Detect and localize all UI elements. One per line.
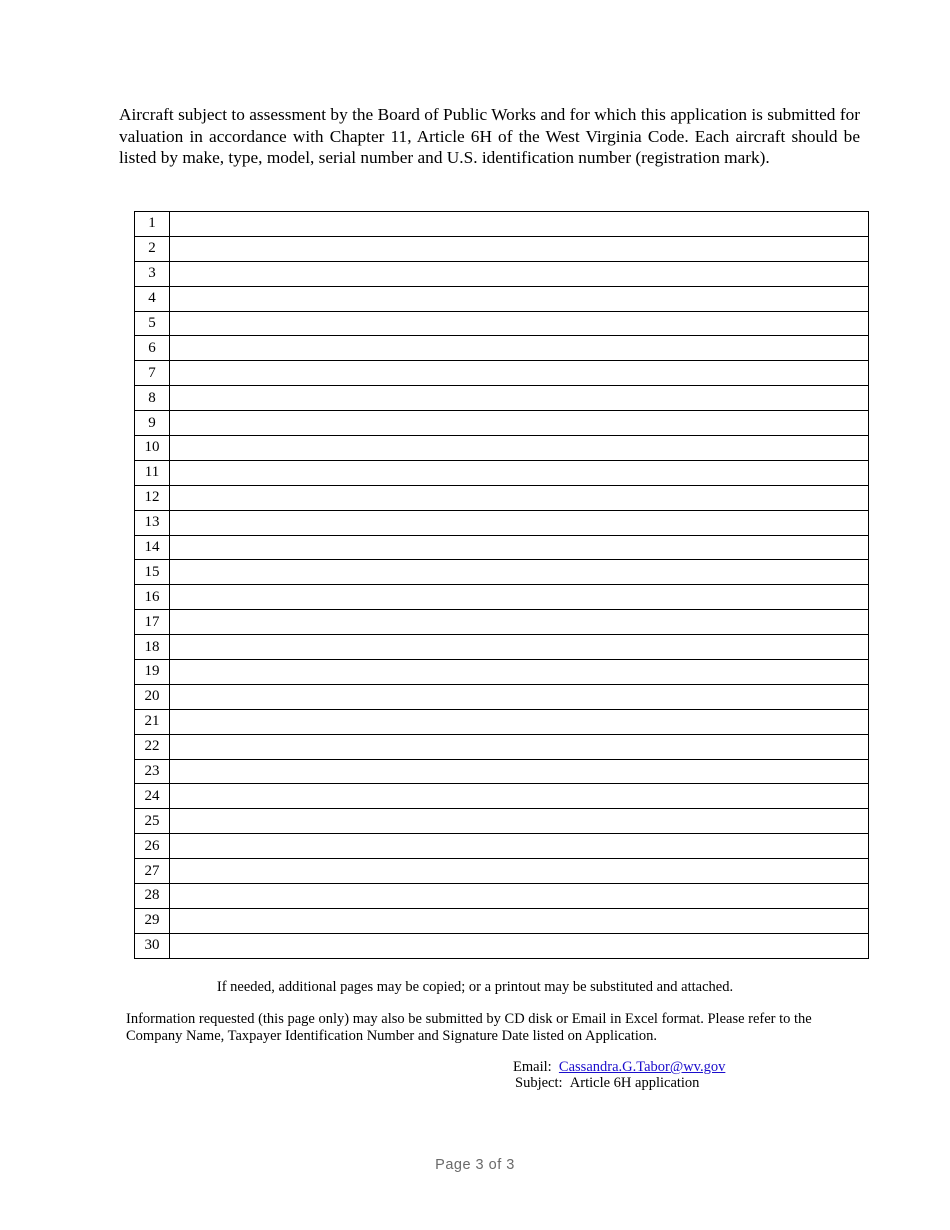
aircraft-row (135, 684, 869, 709)
row-number: 7 (135, 361, 170, 386)
aircraft-row (135, 311, 869, 336)
aircraft-row (135, 809, 869, 834)
row-number: 3 (135, 261, 170, 286)
aircraft-row (135, 212, 869, 237)
row-number: 13 (135, 510, 170, 535)
email-label: Email: (513, 1059, 552, 1075)
additional-pages-note: If needed, additional pages may be copied; or a printout may be substituted and attached. (216, 979, 734, 995)
row-number: 25 (135, 809, 170, 834)
row-number: 2 (135, 236, 170, 261)
aircraft-row (135, 660, 869, 685)
aircraft-entry-field[interactable] (170, 859, 869, 884)
aircraft-entry-field[interactable] (170, 734, 869, 759)
aircraft-entry-field[interactable] (170, 585, 869, 610)
row-number: 1 (135, 212, 170, 237)
row-number: 16 (135, 585, 170, 610)
aircraft-entry-field[interactable] (170, 610, 869, 635)
aircraft-entry-field[interactable] (170, 660, 869, 685)
row-number: 4 (135, 286, 170, 311)
aircraft-row (135, 386, 869, 411)
aircraft-row (135, 734, 869, 759)
aircraft-entry-field[interactable] (170, 560, 869, 585)
aircraft-row (135, 908, 869, 933)
aircraft-row (135, 236, 869, 261)
row-number: 28 (135, 884, 170, 909)
aircraft-row (135, 709, 869, 734)
aircraft-entry-field[interactable] (170, 336, 869, 361)
aircraft-row (135, 336, 869, 361)
row-number: 14 (135, 535, 170, 560)
row-number: 20 (135, 684, 170, 709)
aircraft-row (135, 933, 869, 958)
aircraft-entry-field[interactable] (170, 809, 869, 834)
row-number: 15 (135, 560, 170, 585)
aircraft-entry-field[interactable] (170, 535, 869, 560)
subject-line (515, 1075, 699, 1092)
aircraft-entry-field[interactable] (170, 709, 869, 734)
aircraft-row (135, 884, 869, 909)
row-number: 19 (135, 660, 170, 685)
row-number: 9 (135, 411, 170, 436)
aircraft-row (135, 361, 869, 386)
aircraft-entry-field[interactable] (170, 261, 869, 286)
row-number: 29 (135, 908, 170, 933)
aircraft-row (135, 635, 869, 660)
aircraft-entry-field[interactable] (170, 684, 869, 709)
submission-info: Information requested (this page only) may also be submitted by CD disk or Email in Excel format. Please refer to the Company Name, Taxpayer Identification Number and Signature Date listed on Application. (126, 1011, 812, 1044)
subject-value: Article 6H application (569, 1075, 700, 1091)
aircraft-row (135, 784, 869, 809)
intro-paragraph: Aircraft subject to assessment by the Board of Public Works and for which this application is submitted for valuation in accordance with Chapter 11, Article 6H of the West Virginia Code. Each aircraft should be listed by make, type, model, serial number and U.S. identification number (registration mark). (119, 105, 860, 167)
aircraft-row (135, 286, 869, 311)
row-number: 11 (135, 460, 170, 485)
row-number: 22 (135, 734, 170, 759)
row-number: 18 (135, 635, 170, 660)
aircraft-row (135, 834, 869, 859)
page-number: Page 3 of 3 (435, 1157, 515, 1173)
row-number: 5 (135, 311, 170, 336)
row-number: 21 (135, 709, 170, 734)
aircraft-entry-field[interactable] (170, 485, 869, 510)
aircraft-row (135, 560, 869, 585)
aircraft-entry-field[interactable] (170, 933, 869, 958)
aircraft-row (135, 759, 869, 784)
aircraft-row (135, 485, 869, 510)
aircraft-entry-field[interactable] (170, 510, 869, 535)
aircraft-row (135, 261, 869, 286)
row-number: 6 (135, 336, 170, 361)
aircraft-entry-field[interactable] (170, 834, 869, 859)
aircraft-list-table (134, 211, 869, 959)
aircraft-entry-field[interactable] (170, 908, 869, 933)
aircraft-entry-field[interactable] (170, 236, 869, 261)
aircraft-row (135, 436, 869, 461)
aircraft-entry-field[interactable] (170, 884, 869, 909)
aircraft-row (135, 535, 869, 560)
row-number: 23 (135, 759, 170, 784)
row-number: 10 (135, 436, 170, 461)
subject-label: Subject: (515, 1075, 563, 1091)
row-number: 26 (135, 834, 170, 859)
aircraft-entry-field[interactable] (170, 436, 869, 461)
aircraft-entry-field[interactable] (170, 361, 869, 386)
aircraft-row (135, 585, 869, 610)
aircraft-row (135, 460, 869, 485)
aircraft-entry-field[interactable] (170, 635, 869, 660)
aircraft-entry-field[interactable] (170, 759, 869, 784)
aircraft-row (135, 411, 869, 436)
email-line (513, 1059, 725, 1076)
aircraft-list-body (135, 212, 869, 959)
aircraft-row (135, 510, 869, 535)
aircraft-entry-field[interactable] (170, 311, 869, 336)
aircraft-entry-field[interactable] (170, 411, 869, 436)
row-number: 27 (135, 859, 170, 884)
row-number: 12 (135, 485, 170, 510)
aircraft-entry-field[interactable] (170, 386, 869, 411)
aircraft-entry-field[interactable] (170, 784, 869, 809)
row-number: 17 (135, 610, 170, 635)
row-number: 8 (135, 386, 170, 411)
aircraft-entry-field[interactable] (170, 212, 869, 237)
row-number: 24 (135, 784, 170, 809)
aircraft-entry-field[interactable] (170, 286, 869, 311)
aircraft-row (135, 859, 869, 884)
email-link[interactable]: Cassandra.G.Tabor@wv.gov (558, 1059, 726, 1075)
row-number: 30 (135, 933, 170, 958)
aircraft-row (135, 610, 869, 635)
aircraft-entry-field[interactable] (170, 460, 869, 485)
